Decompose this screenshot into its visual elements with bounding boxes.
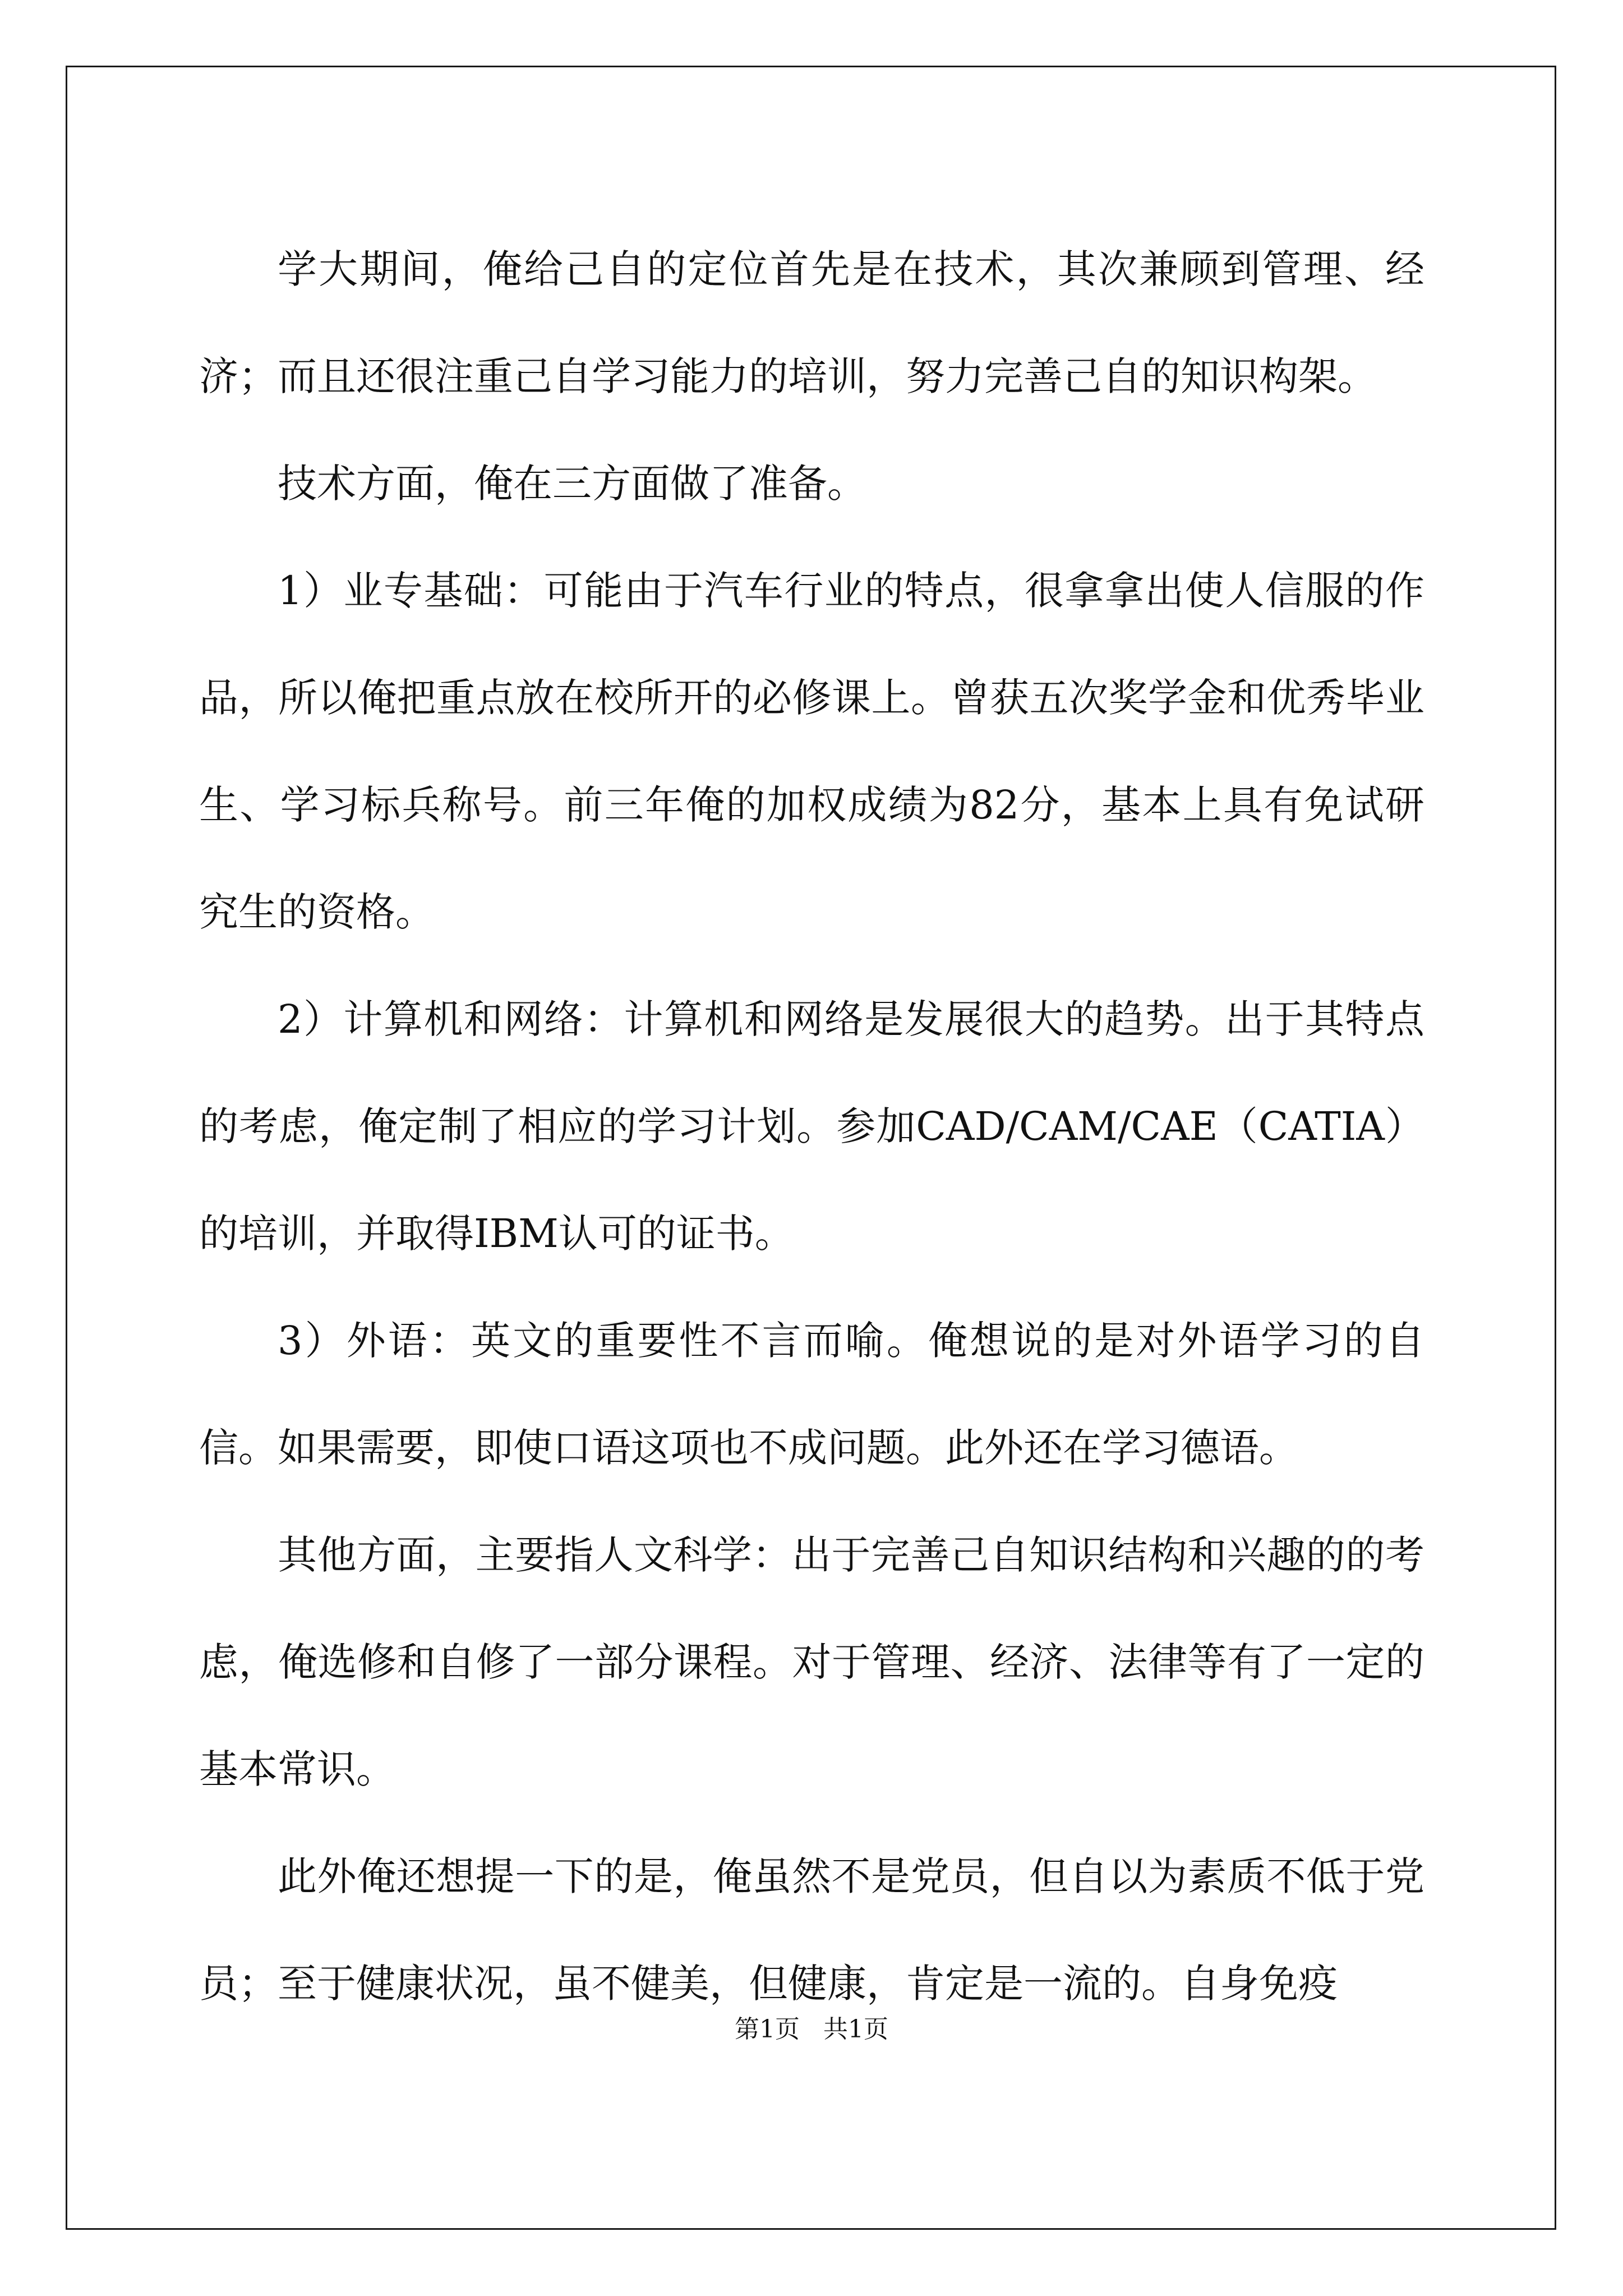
paragraph-4: 2）计算机和网络：计算机和网络是发展很大的趋势。出于其特点的考虑，俺定制了相应的学习计划。参加CAD/CAM/CAE（CATIA）的培训，并取得IBM认可的证书。	[199, 996, 1424, 1257]
paragraph-5: 3）外语：英文的重要性不言而喻。俺想说的是对外语学习的自信。如果需要，即使口语这项也不成问题。此外还在学习德语。	[199, 1318, 1424, 1471]
document-body	[199, 216, 1424, 2037]
paragraph-2: 技术方面，俺在三方面做了准备。	[278, 461, 866, 507]
paragraph-6: 其他方面，主要指人文科学：出于完善己自知识结构和兴趣的的考虑，俺选修和自修了一部分课程。对于管理、经济、法律等有了一定的基本常识。	[199, 1532, 1424, 1792]
paragraph-1: 学大期间，俺给己自的定位首先是在技术，其次兼顾到管理、经济；而且还很注重己自学习能力的培训，努力完善己自的知识构架。	[199, 246, 1424, 399]
paragraph-7: 此外俺还想提一下的是，俺虽然不是党员，但自以为素质不低于党员；至于健康状况，虽不健美，但健康，肯定是一流的。自身免疫	[199, 1853, 1424, 2007]
paragraph-3: 1）业专基础：可能由于汽车行业的特点，很拿拿出使人信服的作品，所以俺把重点放在校所开的必修课上。曾获五次奖学金和优秀毕业生、学习标兵称号。前三年俺的加权成绩为82分，基本上具有免试研究生的资格。	[199, 568, 1424, 935]
page-footer: 第1页 共1页	[735, 2015, 888, 2044]
